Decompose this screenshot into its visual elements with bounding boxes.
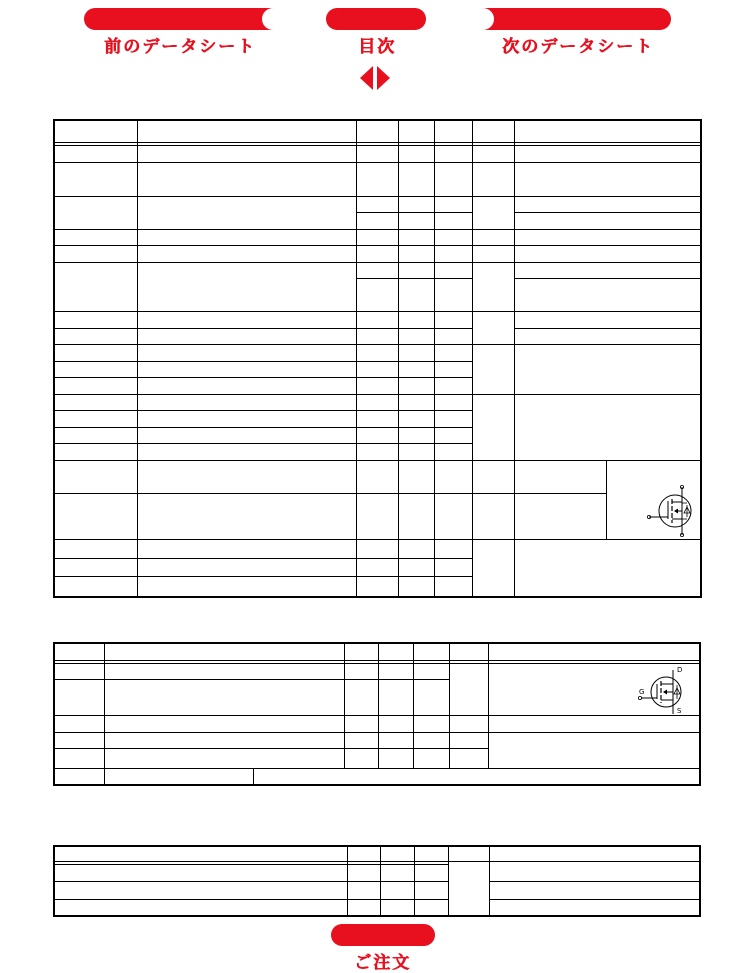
toc-label[interactable]: 目次: [358, 37, 396, 57]
source-label: S: [677, 707, 682, 715]
spec-table-1: [53, 119, 702, 598]
next-datasheet-label[interactable]: 次のデータシート: [502, 37, 654, 57]
prev-pill-notch: [262, 8, 284, 30]
mosfet-symbol-icon: [645, 483, 697, 539]
left-right-arrow-icon[interactable]: [359, 65, 391, 91]
gate-label: G: [639, 688, 645, 696]
order-label[interactable]: ご注文: [354, 953, 411, 973]
order-button[interactable]: [331, 924, 435, 946]
next-pill-notch: [472, 8, 494, 30]
spec-table-2: [53, 642, 701, 786]
spec-table-3: [53, 845, 701, 917]
next-datasheet-button[interactable]: [482, 8, 671, 30]
toc-button[interactable]: [326, 8, 426, 30]
drain-label: D: [677, 666, 683, 674]
prev-datasheet-button[interactable]: [84, 8, 274, 30]
prev-datasheet-label[interactable]: 前のデータシート: [104, 37, 256, 57]
